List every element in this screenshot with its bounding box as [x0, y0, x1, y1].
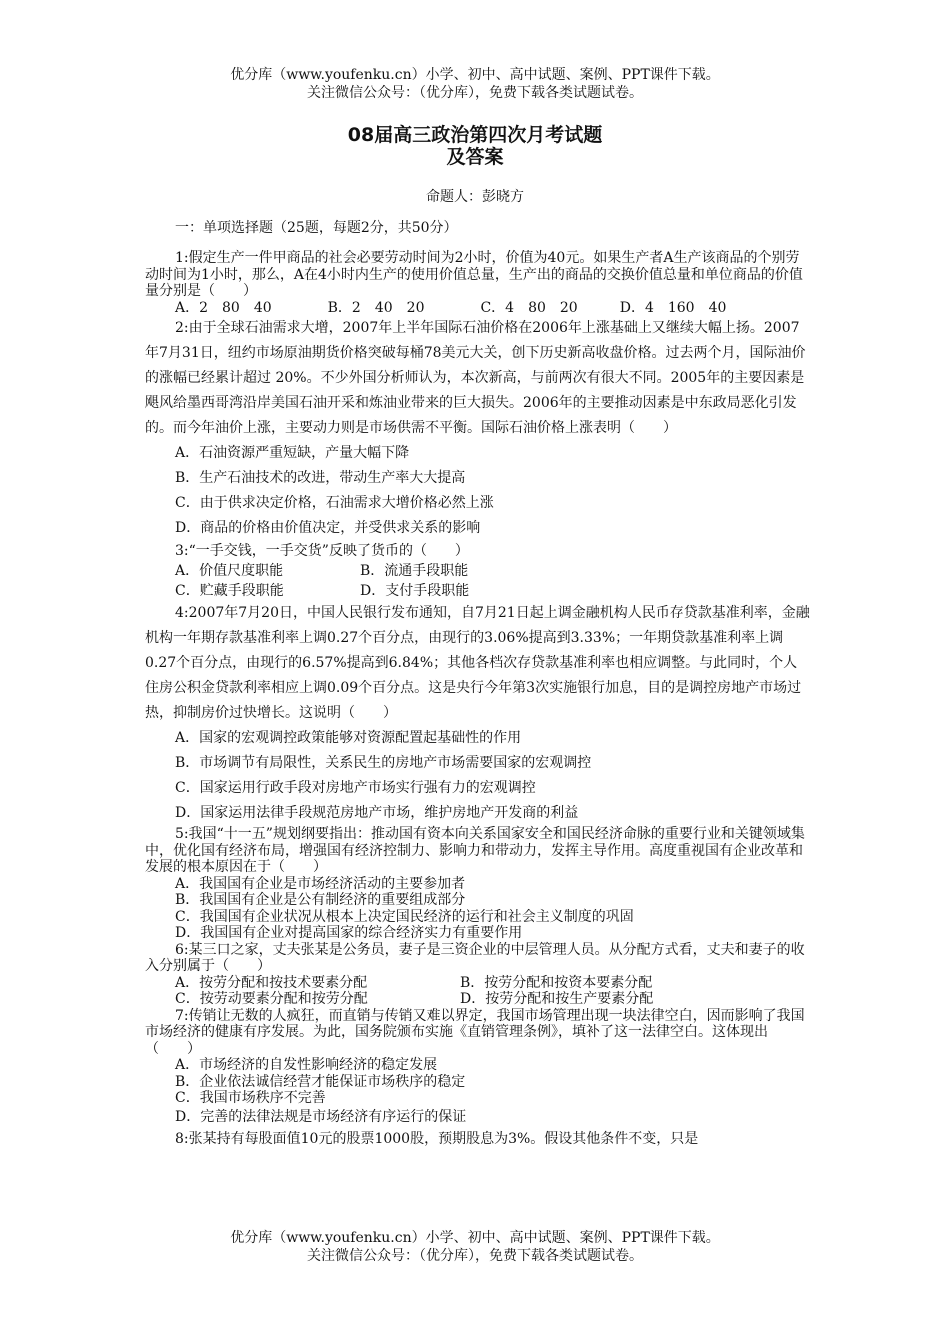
question-7: [145, 1008, 810, 1127]
question-4-option-a: A．国家的宏观调控政策能够对资源配置起基础性的作用: [175, 730, 522, 746]
question-7-option-d: D．完善的法律法规是市场经济有序运行的保证: [175, 1108, 467, 1125]
title-line-1: 08届高三政治第四次月考试题: [347, 124, 603, 146]
question-5: [145, 826, 810, 942]
question-3-option-b: B．流通手段职能: [360, 563, 469, 579]
page-header: [0, 66, 950, 102]
question-6-options-row-1: [145, 975, 810, 992]
question-6-option-d: D．按劳分配和按生产要素分配: [460, 991, 654, 1007]
question-7-option-a: A．市场经济的自发性影响经济的稳定发展: [175, 1057, 438, 1073]
question-7-option-b: B．企业依法诚信经营才能保证市场秩序的稳定: [175, 1073, 466, 1090]
question-2-option-a: A．石油资源严重短缺，产量大幅下降: [175, 445, 410, 461]
title-line-2: 及答案: [446, 146, 504, 168]
question-3-options-row-2: [145, 581, 810, 601]
question-4-option-c: C．国家运用行政手段对房地产市场实行强有力的宏观调控: [175, 780, 536, 796]
question-2-option-d: D．商品的价格由价值决定，并受供求关系的影响: [175, 520, 481, 536]
question-4: [145, 601, 810, 826]
question-3-stem: 3:“一手交钱，一手交货”反映了货币的（ ）: [175, 543, 469, 559]
question-7-option-c: C．我国市场秩序不完善: [175, 1090, 326, 1106]
question-6-stem: 6:某三口之家，丈夫张某是公务员，妻子是三资企业的中层管理人员。从分配方式看，丈夫和妻子的收入分别属于（ ）: [145, 941, 805, 974]
question-6-option-b: B．按劳分配和按资本要素分配: [460, 974, 653, 991]
footer-line-1: 优分库（www.youfenku.cn）小学、初中、高中试题、案例、PPT课件下载。: [230, 1230, 720, 1246]
question-2-option-c: C．由于供求决定价格，石油需求大增价格必然上涨: [175, 495, 494, 511]
question-6-option-c: C．按劳动要素分配和按劳分配: [175, 991, 368, 1007]
document-title: [0, 124, 950, 168]
question-3-option-c: C．贮藏手段职能: [175, 583, 284, 599]
question-3-options-row-1: [145, 561, 810, 581]
question-8-stem: 8:张某持有每股面值10元的股票1000股，预期股息为3%。假设其他条件不变，只是: [175, 1130, 699, 1147]
page-footer: [0, 1229, 950, 1265]
exam-content: [145, 218, 810, 1152]
question-1-options: A．2 80 40 B．2 40 20 C．4 80 20 D．4 160 40: [175, 299, 727, 316]
header-line-1: 优分库（www.youfenku.cn）小学、初中、高中试题、案例、PPT课件下载。: [230, 67, 720, 83]
question-4-option-b: B．市场调节有局限性，关系民生的房地产市场需要国家的宏观调控: [175, 755, 592, 771]
author-line: 命题人：彭晓方: [426, 189, 524, 205]
question-6: [145, 942, 810, 1008]
question-3-option-a: A．价值尺度职能: [175, 563, 284, 579]
question-5-option-c: C．我国国有企业状况从根本上决定国民经济的运行和社会主义制度的巩固: [175, 908, 634, 925]
section-heading: 一：单项选择题（25题，每题2分，共50分）: [175, 220, 458, 236]
question-5-stem: 5:我国“十一五”规划纲要指出：推动国有资本向关系国家安全和国民经济命脉的重要行业和关键领域集中，优化国有经济布局，增强国有经济控制力、影响力和带动力，发挥主导作用。高度重视国有企业改革和发展的根本原因在于（ ）: [145, 826, 805, 875]
question-1: [145, 250, 810, 316]
footer-line-2: 关注微信公众号：（优分库），免费下载各类试题试卷。: [307, 1248, 643, 1264]
question-8: [145, 1127, 810, 1152]
question-5-option-a: A．我国国有企业是市场经济活动的主要参加者: [175, 875, 466, 892]
question-6-option-a: A．按劳分配和按技术要素分配: [175, 974, 368, 991]
question-6-options-row-2: [145, 991, 810, 1008]
question-7-stem: 7:传销让无数的人疯狂，而直销与传销又难以界定，我国市场管理出现一块法律空白，因而影响了我国市场经济的健康有序发展。为此，国务院颁布实施《直销管理条例》，填补了这一法律空白。这体现出（ ）: [145, 1007, 805, 1057]
question-3-option-d: D．支付手段职能: [360, 583, 470, 599]
question-5-option-d: D．我国国有企业对提高国家的综合经济实力有重要作用: [175, 925, 523, 941]
question-2-option-b: B．生产石油技术的改进，带动生产率大大提高: [175, 470, 466, 486]
question-4-option-d: D．国家运用法律手段规范房地产市场，维护房地产开发商的利益: [175, 805, 579, 821]
header-line-2: 关注微信公众号：（优分库），免费下载各类试题试卷。: [307, 85, 643, 101]
question-2-stem: 2:由于全球石油需求大增，2007年上半年国际石油价格在2006年上涨基础上又继续大幅上扬。2007年7月31日，纽约市场原油期货价格突破每桶78美元大关，创下历史新高收盘价格。过去两个月，国际油价的涨幅已经累计超过 20%。不少外国分析师认为，本次新高，与前两次有很大不同。2005年的主要因素是飓风给墨西哥湾沿岸美国石油开采和炼油业带来的巨大损失。2006年的主要推动因素是中东政局恶化引发的。而今年油价上涨，主要动力则是市场供需不平衡。国际石油价格上涨表明（ ）: [145, 320, 806, 436]
question-3: [145, 541, 810, 601]
question-1-stem: 1:假定生产一件甲商品的社会必要劳动时间为2小时，价值为40元。如果生产者A生产该商品的个别劳动时间为1小时，那么，A在4小时内生产的使用价值总量，生产出的商品的交换价值总量和单位商品的价值量分别是（ ）: [145, 250, 803, 299]
question-5-option-b: B．我国国有企业是公有制经济的重要组成部分: [175, 892, 466, 908]
question-4-stem: 4:2007年7月20日，中国人民银行发布通知，自7月21日起上调金融机构人民币存贷款基准利率，金融机构一年期存款基准利率上调0.27个百分点，由现行的3.06%提高到3.33%；一年期贷款基准利率上调0.27个百分点，由现行的6.57%提高到6.84%；其他各档次存贷款基准利率也相应调整。与此同时，个人住房公积金贷款利率相应上调0.09个百分点。这是央行今年第3次实施银行加息，目的是调控房地产市场过热，抑制房价过快增长。这说明（ ）: [145, 605, 810, 721]
question-2: [145, 316, 810, 541]
